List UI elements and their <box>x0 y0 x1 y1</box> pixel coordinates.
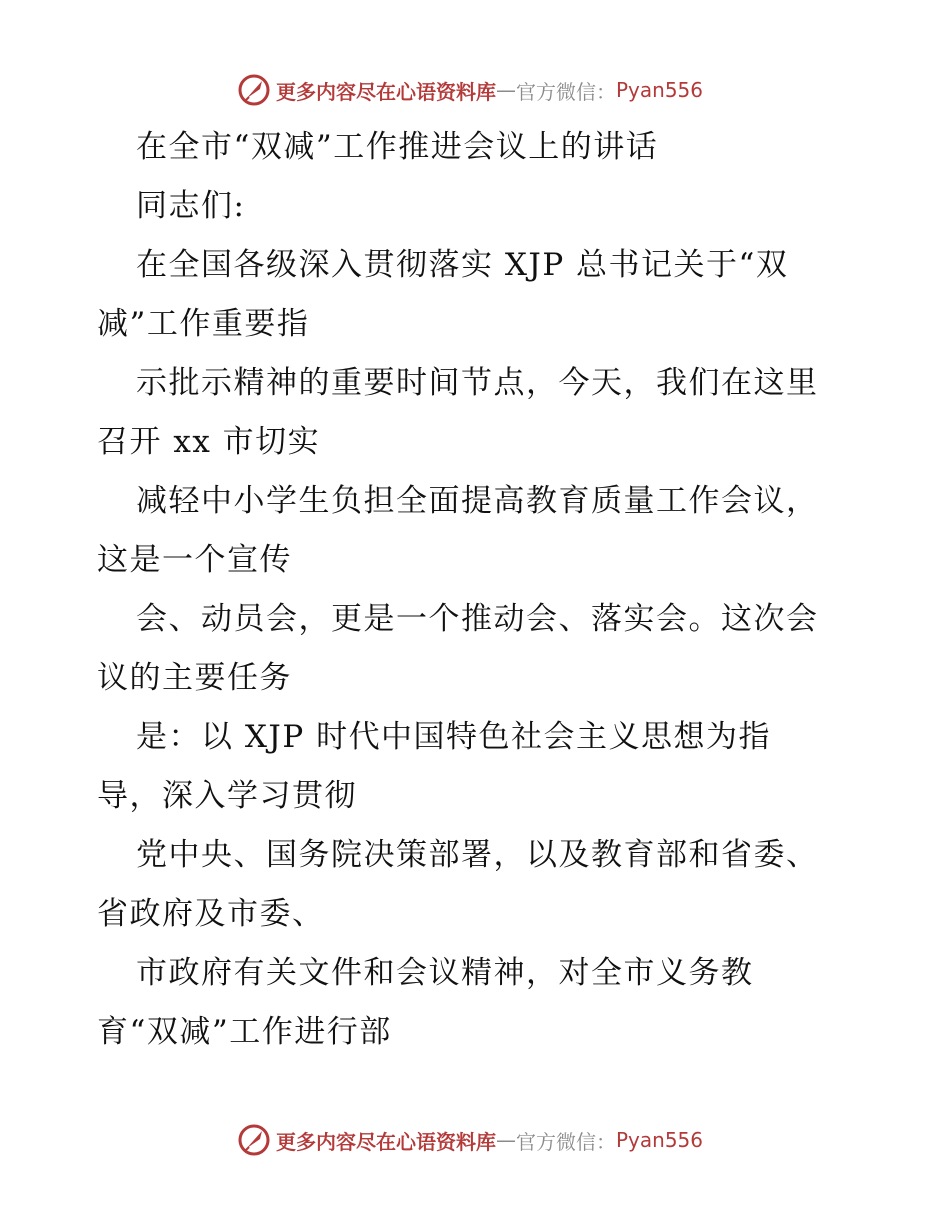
paragraph-line: 减轻中小学生负担全面提高教育质量工作会议， <box>136 483 819 519</box>
paragraph-line: 育“双减”工作进行部 <box>97 1014 392 1050</box>
document-title: 在全市“双减”工作推进会议上的讲话 <box>136 129 659 165</box>
watermark-account-id: Pyan556 <box>616 1128 704 1152</box>
paragraph-line: 市政府有关文件和会议精神，对全市义务教 <box>136 955 754 991</box>
paragraph-line: 示批示精神的重要时间节点，今天，我们在这里 <box>136 365 819 401</box>
paragraph-line: 会、动员会，更是一个推动会、落实会。这次会 <box>136 601 819 637</box>
watermark-account-label: 官方微信： <box>516 79 616 104</box>
paragraph-line: 党中央、国务院决策部署，以及教育部和省委、 <box>136 837 819 873</box>
watermark-separator: — <box>496 78 516 102</box>
watermark-site-name: 更多内容尽在心语资料库 <box>276 79 496 104</box>
paragraph-line: 在全国各级深入贯彻落实 XJP 总书记关于“双 <box>136 247 789 283</box>
document-salutation: 同志们: <box>136 188 246 224</box>
paragraph-line: 是：以 XJP 时代中国特色社会主义思想为指 <box>136 719 772 755</box>
header-watermark <box>236 72 703 108</box>
feather-pen-logo-icon <box>236 72 272 108</box>
watermark-separator: — <box>496 1128 516 1152</box>
paragraph-line: 这是一个宣传 <box>97 542 292 578</box>
paragraph-line: 省政府及市委、 <box>97 896 325 932</box>
watermark-account-id: Pyan556 <box>616 78 704 102</box>
feather-pen-logo-icon <box>236 1122 272 1158</box>
paragraph-line: 召开 xx 市切实 <box>97 424 321 460</box>
paragraph-line: 减”工作重要指 <box>97 306 310 342</box>
watermark-account-label: 官方微信： <box>516 1129 616 1154</box>
footer-watermark <box>236 1122 703 1158</box>
paragraph-line: 议的主要任务 <box>97 660 292 696</box>
watermark-site-name: 更多内容尽在心语资料库 <box>276 1129 496 1154</box>
paragraph-line: 导，深入学习贯彻 <box>97 778 357 814</box>
